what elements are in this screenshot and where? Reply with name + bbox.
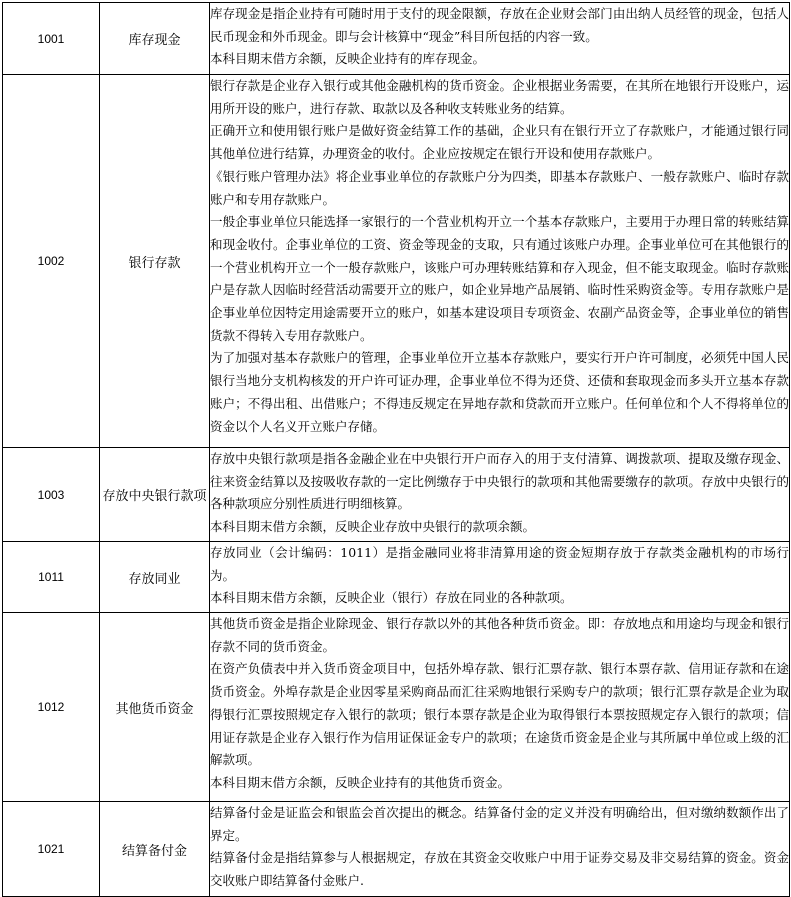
account-description-cell [210, 542, 790, 613]
account-code-cell: 1011 [3, 542, 100, 613]
description-paragraph: 结算备付金是指结算参与人根据规定，存放在其资金交收账户中用于证券交易及非交易结算的资金。资金交收账户即结算备付金账户. [210, 850, 789, 889]
description-paragraph: 存放同业（会计编码：1011）是指金融同业将非清算用途的资金短期存放于存款类金融机构的市场行为。 [210, 545, 789, 583]
description-paragraph: 其他货币资金是指企业除现金、银行存款以外的其他各种货币资金。即：存放地点和用途均与现金和银行存款不同的货币资金。 [210, 616, 789, 654]
account-name-cell: 其他货币资金 [100, 613, 210, 802]
table-row [3, 75, 790, 448]
account-description-cell [210, 448, 790, 542]
description-paragraph: 为了加强对基本存款账户的管理，企事业单位开立基本存款账户，要实行开户许可制度，必须凭中国人民银行当地分支机构核发的开户许可证办理，企事业单位不得为还贷、还债和套取现金而多头开立基本存款账户；不得出租、出借账户；不得违反规定在异地存款和贷款而开立账户。任何单位和个人不得将单位的资金以个人名义开立账户存储。 [210, 350, 789, 434]
description-paragraph: 本科目期末借方余额，反映企业持有的其他货币资金。 [210, 774, 511, 790]
account-name-cell: 结算备付金 [100, 802, 210, 897]
account-description-cell [210, 802, 790, 897]
table-row [3, 448, 790, 542]
table-row [3, 802, 790, 897]
description-paragraph: 结算备付金是证监会和银监会首次提出的概念。结算备付金的定义并没有明确给出，但对缴纳数额作出了界定。 [210, 805, 789, 843]
description-paragraph: 本科目期末借方余额，反映企业持有的库存现金。 [210, 51, 486, 67]
accounts-table-body [3, 3, 790, 897]
account-name-cell: 银行存款 [100, 75, 210, 448]
account-description-cell [210, 613, 790, 802]
account-description-cell [210, 75, 790, 448]
account-name-cell: 存放中央银行款项 [100, 448, 210, 542]
description-paragraph: 本科目期末借方余额，反映企业（银行）存放在同业的各种款项。 [210, 590, 573, 606]
description-paragraph: 本科目期末借方余额，反映企业存放中央银行的款项余额。 [210, 519, 536, 535]
account-code-cell: 1012 [3, 613, 100, 802]
description-paragraph: 银行存款是企业存入银行或其他金融机构的货币资金。企业根据业务需要，在其所在地银行开设账户，运用所开设的账户，进行存款、取款以及各种收支转账业务的结算。 [210, 78, 789, 116]
account-name-cell: 存放同业 [100, 542, 210, 613]
account-code-cell: 1002 [3, 75, 100, 448]
account-code-cell: 1021 [3, 802, 100, 897]
account-code-cell: 1001 [3, 3, 100, 75]
description-paragraph: 在资产负债表中并入货币资金项目中，包括外埠存款、银行汇票存款、银行本票存款、信用证存款和在途货币资金。外埠存款是企业因零星采购商品而汇往采购地银行采购专户的款项；银行汇票存款是企业为取得银行汇票按照规定存入银行的款项；银行本票存款是企业为取得银行本票按照规定存入银行的款项；信用证存款是企业存入银行作为信用证保证金专户的款项；在途货币资金是企业与其所属中单位或上级的汇解款项。 [210, 661, 789, 768]
description-paragraph: 正确开立和使用银行账户是做好资金结算工作的基础，企业只有在银行开立了存款账户，才能通过银行同其他单位进行结算，办理资金的收付。企业应按规定在银行开设和使用存款账户。 [210, 123, 789, 162]
account-name-cell: 库存现金 [100, 3, 210, 75]
accounts-table [2, 2, 790, 897]
description-paragraph: 库存现金是指企业持有可随时用于支付的现金限额，存放在企业财会部门由出纳人员经管的现金，包括人民币现金和外币现金。即与会计核算中“现金”科目所包括的内容一致。 [210, 6, 789, 44]
table-row [3, 3, 790, 75]
table-row [3, 613, 790, 802]
account-description-cell [210, 3, 790, 75]
account-code-cell: 1003 [3, 448, 100, 542]
description-paragraph: 一般企事业单位只能选择一家银行的一个营业机构开立一个基本存款账户，主要用于办理日常的转账结算和现金收付。企事业单位的工资、资金等现金的支取，只有通过该账户办理。企事业单位可在其他银行的一个营业机构开立一个一般存款账户，该账户可办理转账结算和存入现金，但不能支取现金。临时存款账户是存款人因临时经营活动需要开立的账户，如企业异地产品展销、临时性采购资金等。专用存款账户是企事业单位因特定用途需要开立的账户，如基本建设项目专项资金、农副产品资金等，企事业单位的销售货款不得转入专用存款账户。 [210, 214, 789, 343]
description-paragraph: 《银行账户管理办法》将企业事业单位的存款账户分为四类，即基本存款账户、一般存款账户、临时存款账户和专用存款账户。 [210, 168, 789, 207]
table-row [3, 542, 790, 613]
description-paragraph: 存放中央银行款项是指各金融企业在中央银行开户而存入的用于支付清算、调拨款项、提取及缴存现金、往来资金结算以及按吸收存款的一定比例缴存于中央银行的款项和其他需要缴存的款项。存放中央银行的各种款项应分别性质进行明细核算。 [210, 451, 789, 512]
